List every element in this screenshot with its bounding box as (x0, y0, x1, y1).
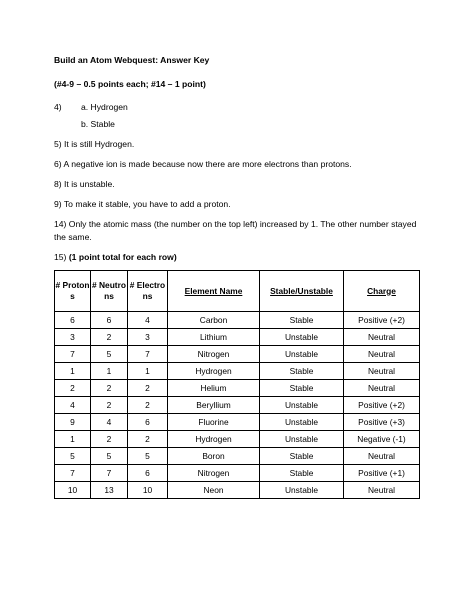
table-row (55, 346, 420, 363)
stability-cell: Stable (260, 380, 344, 397)
stability-cell: Unstable (260, 482, 344, 499)
electrons-cell: 2 (128, 380, 168, 397)
electrons-cell: 1 (128, 363, 168, 380)
element-cell: Nitrogen (168, 465, 260, 482)
stability-cell: Stable (260, 465, 344, 482)
element-cell: Boron (168, 448, 260, 465)
q8-answer: 8) It is unstable. (54, 179, 115, 189)
table-row (55, 465, 420, 482)
charge-cell: Neutral (344, 448, 420, 465)
q4-label: 4) (54, 102, 62, 112)
electrons-cell: 6 (128, 465, 168, 482)
table-row (55, 329, 420, 346)
stability-cell: Stable (260, 312, 344, 329)
neutrons-cell: 6 (91, 312, 128, 329)
electrons-cell: 4 (128, 312, 168, 329)
q15-heading (54, 252, 177, 263)
protons-cell: 5 (55, 448, 91, 465)
element-cell: Nitrogen (168, 346, 260, 363)
header-electrons: # Electrons (128, 271, 168, 312)
table-row (55, 414, 420, 431)
charge-cell: Neutral (344, 380, 420, 397)
atom-answer-table (54, 270, 420, 499)
q9-answer: 9) To make it stable, you have to add a proton. (54, 199, 231, 209)
protons-cell: 6 (55, 312, 91, 329)
element-cell: Helium (168, 380, 260, 397)
stability-cell: Unstable (260, 346, 344, 363)
q15-prefix: 15) (54, 252, 69, 262)
neutrons-cell: 5 (91, 448, 128, 465)
protons-cell: 1 (55, 431, 91, 448)
electrons-cell: 6 (128, 414, 168, 431)
charge-cell: Positive (+3) (344, 414, 420, 431)
neutrons-cell: 5 (91, 346, 128, 363)
points-note: (#4-9 – 0.5 points each; #14 – 1 point) (54, 79, 206, 89)
protons-cell: 7 (55, 465, 91, 482)
header-protons: # Protons (55, 271, 91, 312)
q15-points: (1 point total for each row) (68, 252, 177, 262)
neutrons-cell: 13 (91, 482, 128, 499)
header-charge: Charge (344, 271, 420, 312)
table-row (55, 363, 420, 380)
q4-answer-a: a. Hydrogen (81, 102, 128, 112)
neutrons-cell: 2 (91, 380, 128, 397)
q6-answer: 6) A negative ion is made because now there are more electrons than protons. (54, 159, 352, 169)
table-row (55, 397, 420, 414)
stability-cell: Stable (260, 448, 344, 465)
protons-cell: 3 (55, 329, 91, 346)
document-title: Build an Atom Webquest: Answer Key (54, 55, 210, 65)
element-cell: Neon (168, 482, 260, 499)
element-cell: Beryllium (168, 397, 260, 414)
stability-cell: Unstable (260, 431, 344, 448)
table-row (55, 380, 420, 397)
electrons-cell: 2 (128, 397, 168, 414)
table-row (55, 448, 420, 465)
neutrons-cell: 2 (91, 431, 128, 448)
protons-cell: 7 (55, 346, 91, 363)
q5-answer: 5) It is still Hydrogen. (54, 139, 135, 149)
neutrons-cell: 1 (91, 363, 128, 380)
table-row (55, 312, 420, 329)
protons-cell: 1 (55, 363, 91, 380)
charge-cell: Neutral (344, 346, 420, 363)
stability-cell: Stable (260, 363, 344, 380)
header-element-name: Element Name (168, 271, 260, 312)
neutrons-cell: 2 (91, 329, 128, 346)
header-neutrons: # Neutrons (91, 271, 128, 312)
header-stability: Stable/Unstable (260, 271, 344, 312)
electrons-cell: 10 (128, 482, 168, 499)
protons-cell: 9 (55, 414, 91, 431)
protons-cell: 10 (55, 482, 91, 499)
charge-cell: Positive (+2) (344, 397, 420, 414)
charge-cell: Negative (-1) (344, 431, 420, 448)
element-cell: Fluorine (168, 414, 260, 431)
element-cell: Hydrogen (168, 363, 260, 380)
charge-cell: Neutral (344, 329, 420, 346)
element-cell: Hydrogen (168, 431, 260, 448)
charge-cell: Neutral (344, 482, 420, 499)
neutrons-cell: 4 (91, 414, 128, 431)
protons-cell: 4 (55, 397, 91, 414)
stability-cell: Unstable (260, 414, 344, 431)
neutrons-cell: 7 (91, 465, 128, 482)
charge-cell: Positive (+1) (344, 465, 420, 482)
charge-cell: Positive (+2) (344, 312, 420, 329)
neutrons-cell: 2 (91, 397, 128, 414)
table-row (55, 482, 420, 499)
electrons-cell: 7 (128, 346, 168, 363)
table-header-row (55, 271, 420, 312)
q14-answer: 14) Only the atomic mass (the number on the top left) increased by 1. The other number stayed the same. (54, 219, 417, 242)
element-cell: Carbon (168, 312, 260, 329)
electrons-cell: 3 (128, 329, 168, 346)
protons-cell: 2 (55, 380, 91, 397)
stability-cell: Unstable (260, 397, 344, 414)
table-row (55, 431, 420, 448)
element-cell: Lithium (168, 329, 260, 346)
stability-cell: Unstable (260, 329, 344, 346)
electrons-cell: 2 (128, 431, 168, 448)
q4-answer-b: b. Stable (81, 119, 115, 129)
charge-cell: Neutral (344, 363, 420, 380)
electrons-cell: 5 (128, 448, 168, 465)
